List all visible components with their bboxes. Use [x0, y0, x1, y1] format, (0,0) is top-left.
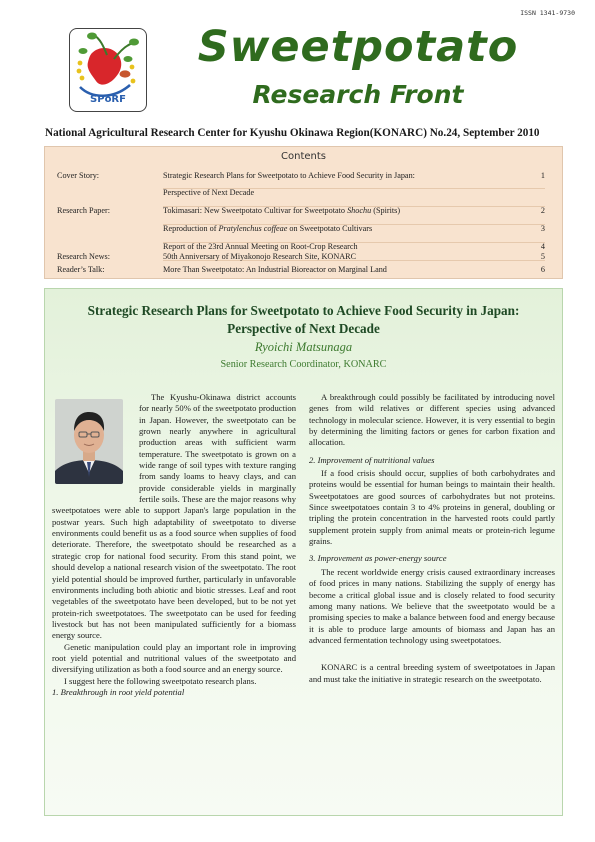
toc-entry-title[interactable]: More Than Sweetpotato: An Industrial Bioreactor on Marginal Land: [163, 265, 387, 274]
toc-entry-title[interactable]: 50th Anniversary of Miyakonojo Research Site, KONARC: [163, 252, 357, 261]
table-of-contents: [44, 146, 563, 279]
article-column-right: [309, 392, 555, 685]
article-subheading: 3. Improvement as power-energy source: [309, 553, 447, 564]
toc-page-number: 3: [540, 224, 545, 233]
article-subheading: 1. Breakthrough in root yield potential: [52, 686, 185, 697]
journal-subtitle: Research Front: [252, 80, 464, 109]
article-column-left: [52, 392, 296, 698]
contents-heading: Contents: [281, 151, 326, 162]
article-paragraph: The Kyushu-Okinawa district accounts for nearly 50% of the sweetpotato production in Japan. However, the sweetpotato can be grown nearly anywhere in agricultural production areas with sufficient warm temperature. The sweetpotato is grown on a wide range of soil types with texture ranging from sandy loams to heavy clays, and can provide considerable yields in marginally fertile soils. These are the major reasons why sweetpotatoes were able to support Japan's large population in the postwar years. Such high adaptability of sweetpotato to diverse environments could benefit us as a food source when supplies of food deteriorate. Therefore, the sweetpotato should be researched as a strategic crop for national food security. From this stand point, we should develop a national research vision of the sweetpotato. The root yield potential should be improved further, particularly in unfavorable environments including both abiotic and biotic stresses. Leaf and root vegetables of the sweetpotato have been developed, but to be not yet protein-rich sweetpotatoes. The sweetpotato can be used for feeding livestock but has not been manipulated sufficiently for a biomass energy source.: [52, 392, 296, 641]
toc-category: Cover Story:: [57, 171, 100, 180]
article-paragraph: KONARC is a central breeding system of sweetpotatoes in Japan and must take the initiative in strategic research on the sweetpotato.: [309, 662, 555, 684]
article-paragraph: The recent worldwide energy crisis caused extraordinary increases of food prices in many nations. Stabilizing the supply of energy has become a critical global issue and is closely related to food security among many nations. We believe that the sweetpotato would be a promising species to make a balance between food and energy because it is able to produce large amounts of biomass and Japan has an advanced fermentation technology using sweetpotatoes.: [309, 566, 555, 645]
author-affiliation: Senior Research Coordinator, KONARC: [220, 359, 387, 370]
article-subheading: 2. Improvement of nutritional values: [309, 454, 435, 465]
toc-page-number: 2: [540, 206, 545, 215]
toc-entry-title[interactable]: Tokimasari: New Sweetpotato Cultivar for Sweetpotato Shochu (Spirits): [163, 206, 401, 215]
cover-article: [44, 288, 563, 816]
toc-page-number: 1: [540, 171, 545, 180]
toc-entry-title[interactable]: Strategic Research Plans for Sweetpotato to Achieve Food Security in Japan:: [163, 171, 415, 180]
toc-category: Reader’s Talk:: [57, 265, 105, 274]
logo-text: SPoRF: [90, 94, 126, 105]
toc-page-number: 6: [540, 265, 545, 274]
article-paragraph: I suggest here the following sweetpotato research plans.: [64, 675, 257, 686]
toc-category: Research Paper:: [57, 206, 110, 215]
toc-entry-title[interactable]: Reproduction of Pratylenchus coffeae on Sweetpotato Cultivars: [163, 224, 373, 233]
article-paragraph: Genetic manipulation could play an important role in improving root yield potential and nutritional values of the sweetpotato and diversifying utilization as both a food source and an energy source.: [52, 641, 296, 675]
article-author: Ryoichi Matsunaga: [254, 340, 353, 354]
masthead: National Agricultural Research Center for Kyushu Okinawa Region(KONARC) No.24, September 2010: [45, 127, 540, 139]
toc-page-number: 5: [540, 252, 545, 261]
article-title: Strategic Research Plans for Sweetpotato to Achieve Food Security in Japan: Perspective of Next Decade: [87, 303, 520, 336]
article-paragraph: If a food crisis should occur, supplies of both carbohydrates and proteins would be essential for human beings to maintain their health. Sweetpotatoes are good sources of carbohydrates but not proteins. Since sweetpotatoes contain 3 to 4% proteins in general, doubling or tripling the protein concentration in the harvested roots could partly supplement protein supply from animal meats or protein-rich legume grains.: [309, 468, 555, 547]
issn-number: ISSN 1341-9730: [520, 9, 575, 17]
toc-entry-title[interactable]: Report of the 23rd Annual Meeting on Root-Crop Research: [163, 242, 358, 251]
toc-entry-title[interactable]: Perspective of Next Decade: [163, 188, 255, 197]
photo-spacer: [52, 392, 139, 500]
toc-category: Research News:: [57, 252, 110, 261]
journal-title: Sweetpotato: [197, 22, 519, 72]
sporf-logo: [69, 28, 147, 112]
toc-page-number: 4: [540, 242, 545, 251]
article-paragraph: A breakthrough could possibly be facilitated by introducing novel genes from wild relatives or different species using advanced technology in molecular science. However, it is very essential to begin by determining the limiting factors or genes for carbon fixation and allocation.: [309, 392, 555, 448]
